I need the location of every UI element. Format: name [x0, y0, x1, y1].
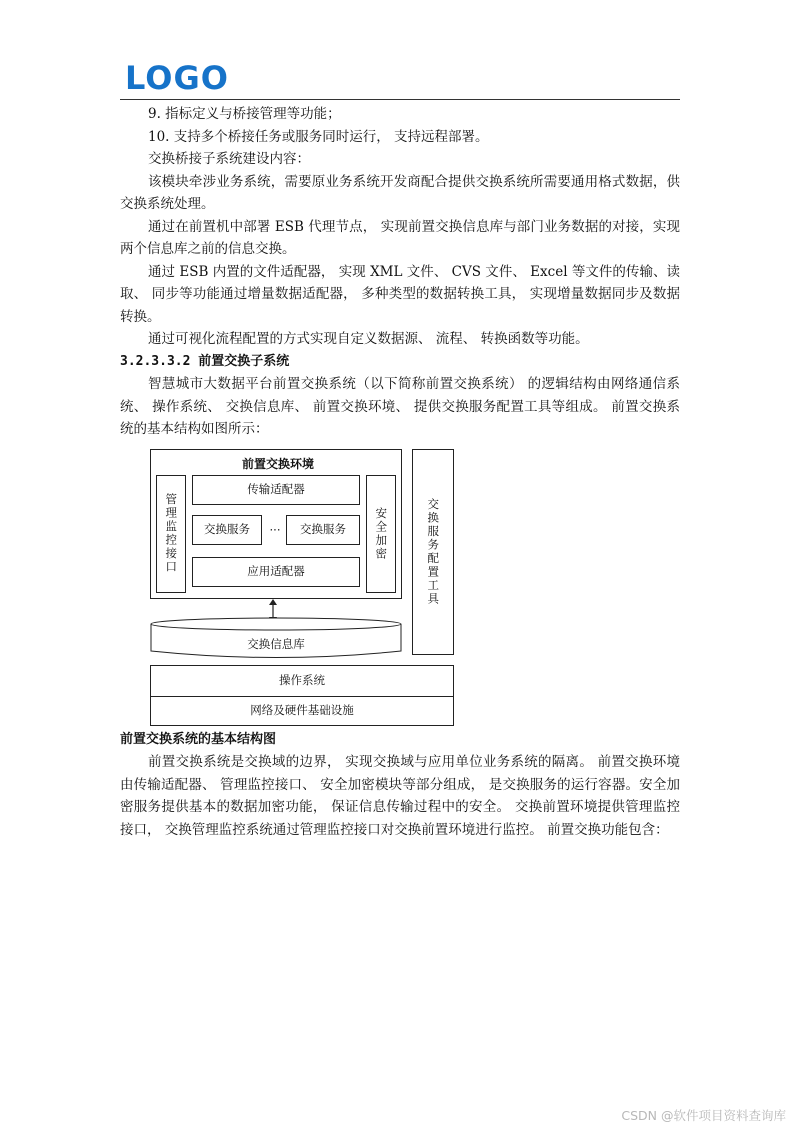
paragraph: 通过可视化流程配置的方式实现自定义数据源、 流程、 转换函数等功能。: [148, 331, 589, 347]
exchange-service-box-2: [286, 515, 360, 545]
transport-adapter-label: 传输适配器: [247, 482, 305, 497]
security-label: 安全加密: [374, 506, 389, 561]
exchange-service-label-1: 交换服务: [204, 522, 250, 537]
exchange-service-label-2: 交换服务: [300, 522, 346, 537]
section-intro: 智慧城市大数据平台前置交换系统（以下简称前置交换系统） 的逻辑结构由网络通信系统、 操作系统、 交换信息库、 前置交换环境、 提供交换服务配置工具等组成。 前置交换系统的基本结构如图所示：: [120, 376, 680, 437]
app-adapter-label: 应用适配器: [247, 564, 305, 579]
paragraph: 通过 ESB 内置的文件适配器， 实现 XML 文件、 CVS 文件、 Excel 等文件的传输、读取、 同步等功能通过增量数据适配器， 多种类型的数据转换工具， 实现增量数据同步及数据转换。: [120, 263, 680, 325]
watermark: CSDN @软件项目资料查询库: [621, 1108, 786, 1123]
paragraph: 该模块牵涉业务系统，需要原业务系统开发商配合提供交换系统所需要通用格式数据，供交换系统处理。: [120, 173, 680, 212]
paragraph: 通过在前置机中部署 ESB 代理节点， 实现前置交换信息库与部门业务数据的对接，实现两个信息库之前的信息交换。: [120, 218, 680, 257]
list-item-9: 9. 指标定义与桥接管理等功能；: [148, 106, 341, 122]
exchange-env-title: 前置交换环境: [242, 456, 315, 471]
app-adapter-box: [192, 557, 360, 587]
config-tool-box: [412, 449, 454, 655]
header-divider: [120, 99, 680, 100]
config-tool-label: 交换服务配置工具: [426, 497, 441, 606]
info-db-label: 交换信息库: [247, 636, 305, 651]
list-item-10: 10. 支持多个桥接任务或服务同时运行， 支持远程部署。: [148, 128, 489, 145]
mgmt-port-label: 管理监控接口: [164, 493, 179, 574]
os-box: [150, 665, 454, 697]
structure-diagram: [150, 449, 460, 729]
exchange-service-box-1: [192, 515, 262, 545]
mgmt-port-box: [156, 475, 186, 593]
network-label: 网络及硬件基础设施: [250, 703, 354, 718]
security-box: [366, 475, 396, 593]
network-box: [150, 696, 454, 726]
os-label: 操作系统: [279, 673, 325, 688]
logo: LOGO: [125, 59, 229, 97]
ellipsis: ···: [269, 522, 281, 537]
subsection-label: 交换桥接子系统建设内容：: [148, 151, 310, 167]
transport-adapter-box: [192, 475, 360, 505]
figure-caption: 前置交换系统的基本结构图: [120, 731, 277, 747]
paragraph: 前置交换系统是交换域的边界， 实现交换域与应用单位业务系统的隔离。 前置交换环境由传输适配器、 管理监控接口、 安全加密模块等部分组成， 是交换服务的运行容器。安全加密服务提供基本的数据加密功能， 保证信息传输过程中的安全。 交换前置环境提供管理监控接口， 交换管理监控系统通过管理监控接口对交换前置环境进行监控。 前置交换功能包含：: [120, 754, 680, 838]
document-body: [120, 103, 680, 841]
section-heading: 3.2.3.3.2 前置交换子系统: [120, 353, 290, 369]
